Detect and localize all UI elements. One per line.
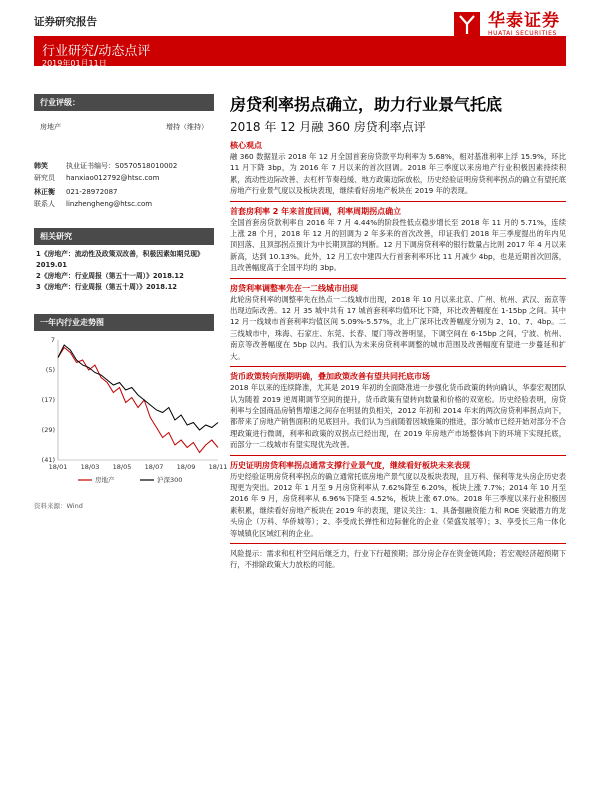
related-head: 相关研究: [34, 228, 214, 245]
related-item[interactable]: 3《房地产：行业周报（第五十周）》2018.12: [36, 283, 178, 291]
x-tick-label: 18/01: [48, 463, 68, 471]
rating-industry: 房地产: [40, 123, 61, 131]
series-line-realestate: [58, 348, 218, 453]
x-tick-label: 18/09: [176, 463, 196, 471]
legend-label: 沪深300: [157, 476, 183, 484]
x-tick-label: 18/11: [208, 463, 228, 471]
main-content: [230, 140, 566, 571]
section-divider: [230, 201, 566, 202]
trend-head: 一年内行业走势图: [34, 314, 214, 331]
section-divider: [230, 455, 566, 456]
section-head: 货币政策转向预期明确，叠加政策改善有望共同托底市场: [230, 372, 430, 382]
y-tick-label: (5): [45, 366, 55, 374]
section-body: 全国首套房贷款利率自 2016 年 7 月 4.44%的阶段性低点稳步增长至 2018 年 11 月的 5.71%，连续上涨 28 个月，2018 年 12 月的回调为 2 年多来的首次改善，印证我们 2018 年三季度提出的年内见顶回落、且顶部拐点预计为中长期顶部的判断。12 月下调房贷利率的银行数量占比则 2017 年 4 月以来新高，达到 10.13%。此外，12 月工农中建四大行首套利率环比 11 月减少 4bp，也是近期首次回落，且改善幅度高于全国平均的 3bp。: [230, 217, 566, 273]
section-head: 首套房利率 2 年来首度回调，利率周期拐点确立: [230, 206, 402, 216]
section-rate-turn: [230, 206, 566, 274]
cert-label: 执业证书编号：: [66, 162, 115, 170]
y-tick-label: 7: [50, 336, 55, 344]
legend-label: 房地产: [95, 476, 115, 484]
cert-number: S0570518010002: [115, 162, 178, 170]
section-city: [230, 283, 566, 362]
contact-email[interactable]: linzhengheng@htsc.com: [66, 200, 153, 208]
section-risk: [230, 548, 566, 571]
rating-head: 行业评级：: [34, 94, 214, 111]
section-history: [230, 460, 566, 539]
analyst-block: [34, 160, 234, 210]
y-tick-label: (17): [41, 396, 55, 404]
x-tick-label: 18/05: [112, 463, 132, 471]
report-date: 2019年01月11日: [42, 59, 107, 68]
trend-block: [34, 314, 214, 331]
series-line-hs300: [58, 345, 218, 430]
analyst-name: 韩笑: [34, 162, 48, 170]
section-title: 行业研究/动态点评: [42, 44, 151, 59]
industry-trend-chart: [34, 334, 228, 500]
brand-logo-icon: [452, 10, 482, 38]
section-divider: [230, 366, 566, 367]
related-item[interactable]: 1《房地产：流动性及政策双改善，积极因素如期兑现》2019.01: [36, 250, 204, 269]
rating-value: 增持（维持）: [166, 123, 208, 131]
section-divider: [230, 278, 566, 279]
x-tick-label: 18/07: [144, 463, 164, 471]
y-tick-label: (41): [41, 456, 55, 464]
report-title: 房贷利率拐点确立，助力行业景气托底: [230, 95, 503, 114]
analyst-role: 研究员: [34, 174, 55, 182]
related-research: [34, 228, 214, 293]
x-tick-label: 18/03: [80, 463, 100, 471]
section-body: 2018 年以来的连续降准，尤其是 2019 年初的全面降准进一步强化货币政策的转向确认，华泰宏观团队认为随着 2019 逆周期调节空间的提升，货币政策有望转向数量和价格的双宽松。历史经验表明，房贷利率与全国商品房销售增速之间存在明显的负相关，2012 年初和 2014 年末的两次房贷利率拐点向下，都带来了房地产销售面积的见底回升。我们认为当前随着因城施策的推进，部分城市已经开始对部分不合理政策进行微调，利率和政策的双拐点已经出现，在 2019 年房地产市场整体向下的环境下实现托底，而部分一二线城市有望实现优先改善。: [230, 383, 566, 450]
chart-source: 资料来源：Wind: [34, 502, 83, 510]
section-head: 历史证明房贷利率拐点通常支撑行业景气度，继续看好板块未来表现: [230, 460, 470, 470]
contact-role: 联系人: [34, 200, 55, 208]
related-item[interactable]: 2《房地产：行业周报（第五十一周）》2018.12: [36, 272, 184, 280]
section-body: 历史经验证明房贷利率拐点的确立通常托底房地产景气度以及板块表现，且万科、保利等龙头房企历史表现更为突出。2012 年 1 月至 9 月房贷利率从 7.62%降至 6.20%，板块上涨 7.7%；2014 年 10 月至 2016 年 9 月，房贷利率从 6.96%下降至 4.52%，板块上涨 67.0%。2018 年三季度以来行业积极因素积累，继续看好房地产板块在 2019 年的表现，建议关注：1、具备强融资能力和 ROE 突破潜力的龙头房企（万科、华侨城等）；2、李受成长弹性和边际催化的企业（荣盛发展等）；3、享受长三角一体化等城镇化区域红利的企业。: [230, 471, 566, 538]
section-divider: [230, 543, 566, 544]
section-core: [230, 140, 566, 197]
analyst-email[interactable]: hanxiao012792@htsc.com: [66, 174, 160, 182]
section-head: 核心观点: [230, 141, 262, 150]
section-policy: [230, 371, 566, 450]
section-body: 此轮房贷利率的调整率先在热点一二线城市出现，2018 年 10 月以来北京、广州、杭州、武汉、南京等出现边际改善。12 月 35 城中共有 17 城首套利率均值环比下降，环比改善幅度在 1-15bp 之间。其中 12 月一线城市首套利率均值区间 5.09%-5.57%，北上广深环比改善幅度分别为 2、10、7、4bp。二三线城市中，珠海、石家庄、东莞、长春、厦门等改善明显，下调空间在 6-15bp 之间，宁波、杭州、南京等改善幅度在 5bp 以内。我们认为未来房贷利率调整的城市范围及改善幅度有望进一步蔓延和扩大。: [230, 294, 566, 361]
risk-text: 风险提示：需求和杠杆空间后继乏力，行业下行超预期；部分房企存在资金链风险；若宏观经济超预期下行，不排除政策大力放松的可能。: [230, 548, 566, 570]
report-subtitle: 2018 年 12 月融 360 房贷利率点评: [230, 120, 426, 134]
contact-phone: 021-28972087: [66, 188, 118, 196]
section-head: 房贷利率调整率先在一二线城市出现: [230, 283, 358, 293]
section-body: 融 360 数据显示 2018 年 12 月全国首套房贷款平均利率为 5.68%，相对基准利率上浮 15.9%，环比 11 月下降 3bp，为 2016 年 7 月以来的首次回调。2018 年三季度以来房地产行业积极因素持续积累，流动性边际改善、去杠杆节奏趋缓、地方政策边际放松，历史经验证明房贷利率拐点的确立有望托底房地产行业景气度以及板块表现，继续看好房地产板块在 2019 年的表现。: [230, 152, 566, 196]
brand-name-en: HUATAI SECURITIES: [488, 29, 557, 37]
report-type-label: 证券研究报告: [34, 16, 97, 28]
brand-name-cn: 华泰证券: [488, 10, 560, 31]
brand-logo: [452, 10, 560, 38]
rating-block: [34, 94, 214, 133]
contact-name: 林正衡: [34, 188, 55, 196]
y-tick-label: (29): [41, 426, 55, 434]
